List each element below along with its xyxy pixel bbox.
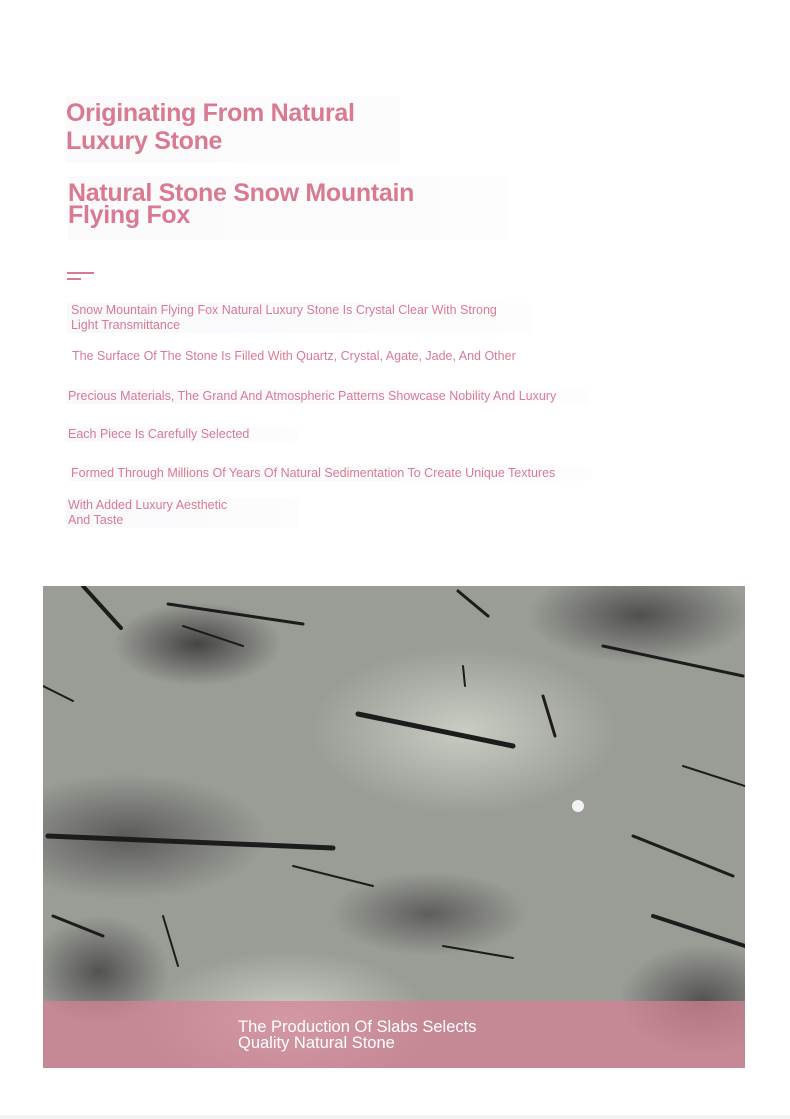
paragraph-transmittance-line-2: Light Transmittance: [71, 318, 181, 332]
heading-stone-name-line-2: Flying Fox: [68, 201, 191, 229]
paragraph-sedimentation: Formed Through Millions Of Years Of Natural Sedimentation To Create Unique Textures: [69, 466, 591, 481]
image-caption-line-1: The Production Of Slabs Selects: [238, 1018, 477, 1036]
image-caption-text: [238, 1019, 476, 1051]
paragraph-transmittance: [67, 303, 531, 333]
page-bottom-divider: [0, 1115, 790, 1119]
stone-slab-image: [43, 586, 745, 1068]
image-caption-banner: [43, 1001, 745, 1068]
heading-originating-line-1: Originating From Natural: [66, 99, 355, 127]
divider-accent-short: [67, 278, 81, 280]
paragraph-aesthetic-line-2: And Taste: [68, 513, 124, 527]
divider-accent-long: [67, 272, 94, 274]
heading-stone-name: [68, 176, 508, 240]
heading-originating: [66, 96, 400, 163]
paragraph-selected: Each Piece Is Carefully Selected: [66, 427, 298, 442]
image-caption-line-2: Quality Natural Stone: [238, 1034, 395, 1052]
paragraph-patterns: Precious Materials, The Grand And Atmospheric Patterns Showcase Nobility And Luxury: [66, 389, 588, 404]
heading-originating-line-2: Luxury Stone: [66, 127, 223, 155]
stone-veins: [43, 586, 745, 1068]
paragraph-surface: The Surface Of The Stone Is Filled With Quartz, Crystal, Agate, Jade, And Other: [72, 349, 516, 363]
paragraph-aesthetic: [66, 498, 298, 528]
paragraph-aesthetic-line-1: With Added Luxury Aesthetic: [68, 498, 228, 512]
paragraph-transmittance-line-1: Snow Mountain Flying Fox Natural Luxury Stone Is Crystal Clear With Strong: [71, 303, 497, 317]
heading-stone-name-line-1: Natural Stone Snow Mountain: [68, 179, 415, 207]
